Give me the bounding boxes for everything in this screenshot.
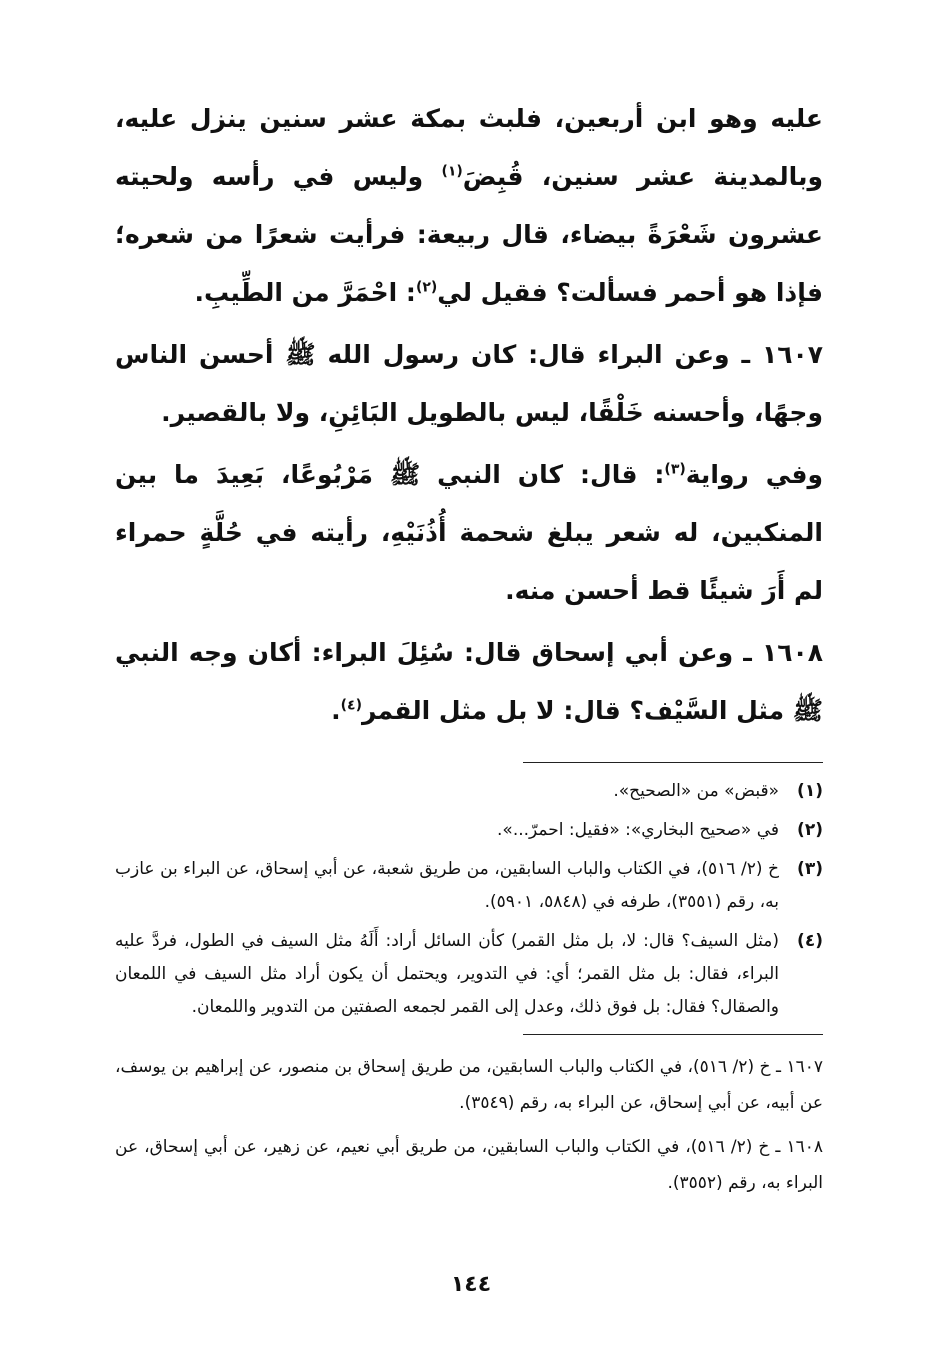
- footnote-text: في «صحيح البخاري»: «فقيل: احمرّ...».: [497, 820, 779, 840]
- footnote-ref-1[interactable]: (١): [441, 163, 463, 180]
- footnotes-list: [115, 775, 823, 1024]
- source-1607: ١٦٠٧ ـ خ (٢/ ٥١٦)، في الكتاب والباب السابقين، من طريق إسحاق بن منصور، عن إبراهيم بن يوسف، عن أبيه، عن أبي إسحاق، عن البراء به، رقم (٣٥٤٩).: [115, 1057, 823, 1113]
- hadith-1607: ١٦٠٧ ـ وعن البراء قال: كان رسول الله ﷺ أحسن الناس وجهًا، وأحسنه خَلْقًا، ليس بالطويل البَائِنِ، ولا بالقصير.: [115, 340, 823, 427]
- hadith-1608: [115, 624, 823, 740]
- footnote-number: (٢): [797, 820, 823, 840]
- sources-list: [115, 1049, 823, 1201]
- paragraph-riwaya: [115, 446, 823, 620]
- footnote: [115, 775, 823, 808]
- footnote: [115, 853, 823, 919]
- paragraph-1-text-b: وليس في رأسه ولحيته عشرون شَعْرَةً بيضاء، قال ربيعة: فرأيت شعرًا من شعره؛ فإذا هو أحمر فسألت؟ فقيل لي: [115, 162, 823, 307]
- footnotes-separator: [523, 762, 823, 763]
- paragraph-1: [115, 90, 823, 322]
- paragraph-1-text: عليه وهو ابن أربعين، فلبث بمكة عشر سنين ينزل عليه، وبالمدينة عشر سنين، قُبِضَ: [115, 104, 823, 191]
- footnote-text: «قبض» من «الصحيح».: [613, 781, 779, 801]
- footnote-ref-4[interactable]: (٤): [340, 697, 362, 714]
- footnote-text: (مثل السيف؟ قال: لا، بل مثل القمر) كأن السائل أراد: أَلَهُ مثل السيف في الطول، فردَّ عليه البراء، فقال: بل مثل القمر؛ أي: في التدوير، ويحتمل أن يكون أراد مثل السيف في اللمعان والصقال؟ فقال: بل فوق ذلك، وعدل إلى القمر لجمعه الصفتين من التدوير واللمعان.: [115, 931, 779, 1017]
- footnote: [115, 814, 823, 847]
- page-number: ١٤٤: [450, 1272, 492, 1297]
- hadith-1608-end: .: [331, 696, 341, 725]
- footnote: [115, 925, 823, 1024]
- footnote-number: (٣): [797, 859, 823, 879]
- footnote-number: (١): [797, 781, 823, 801]
- footnote-ref-2[interactable]: (٢): [415, 279, 438, 296]
- footnote-text: خ (٢/ ٥١٦)، في الكتاب والباب السابقين، من طريق شعبة، عن أبي إسحاق، عن البراء بن عازب به، رقم (٣٥٥١)، طرفه في (٥٨٤٨، ٥٩٠١).: [115, 859, 779, 912]
- footnote-ref-3[interactable]: (٣): [664, 461, 686, 478]
- hadith-1608-text: ١٦٠٨ ـ وعن أبي إسحاق قال: سُئِلَ البراء: أكان وجه النبي ﷺ مثل السَّيْف؟ قال: لا بل مثل القمر: [115, 638, 823, 725]
- sources-separator: [523, 1034, 823, 1035]
- paragraph-riwaya-text: وفي رواية: [685, 460, 823, 489]
- paragraph-1-text-c: : احْمَرَّ من الطِّيبِ.: [194, 278, 416, 307]
- paragraph-riwaya-text-b: : قال: كان النبي ﷺ مَرْبُوعًا، بَعِيدَ ما بين المنكبين، له شعر يبلغ شحمة أُذُنَيْهِ، رأيته في حُلَّةٍ حمراء لم أَرَ شيئًا قط أحسن منه.: [115, 460, 823, 605]
- page-content: [115, 90, 823, 1209]
- footnote-number: (٤): [797, 931, 823, 951]
- source-1608: ١٦٠٨ ـ خ (٢/ ٥١٦)، في الكتاب والباب السابقين، من طريق أبي نعيم، عن زهير، عن أبي إسحاق، عن البراء به، رقم (٣٥٥٢).: [115, 1137, 823, 1193]
